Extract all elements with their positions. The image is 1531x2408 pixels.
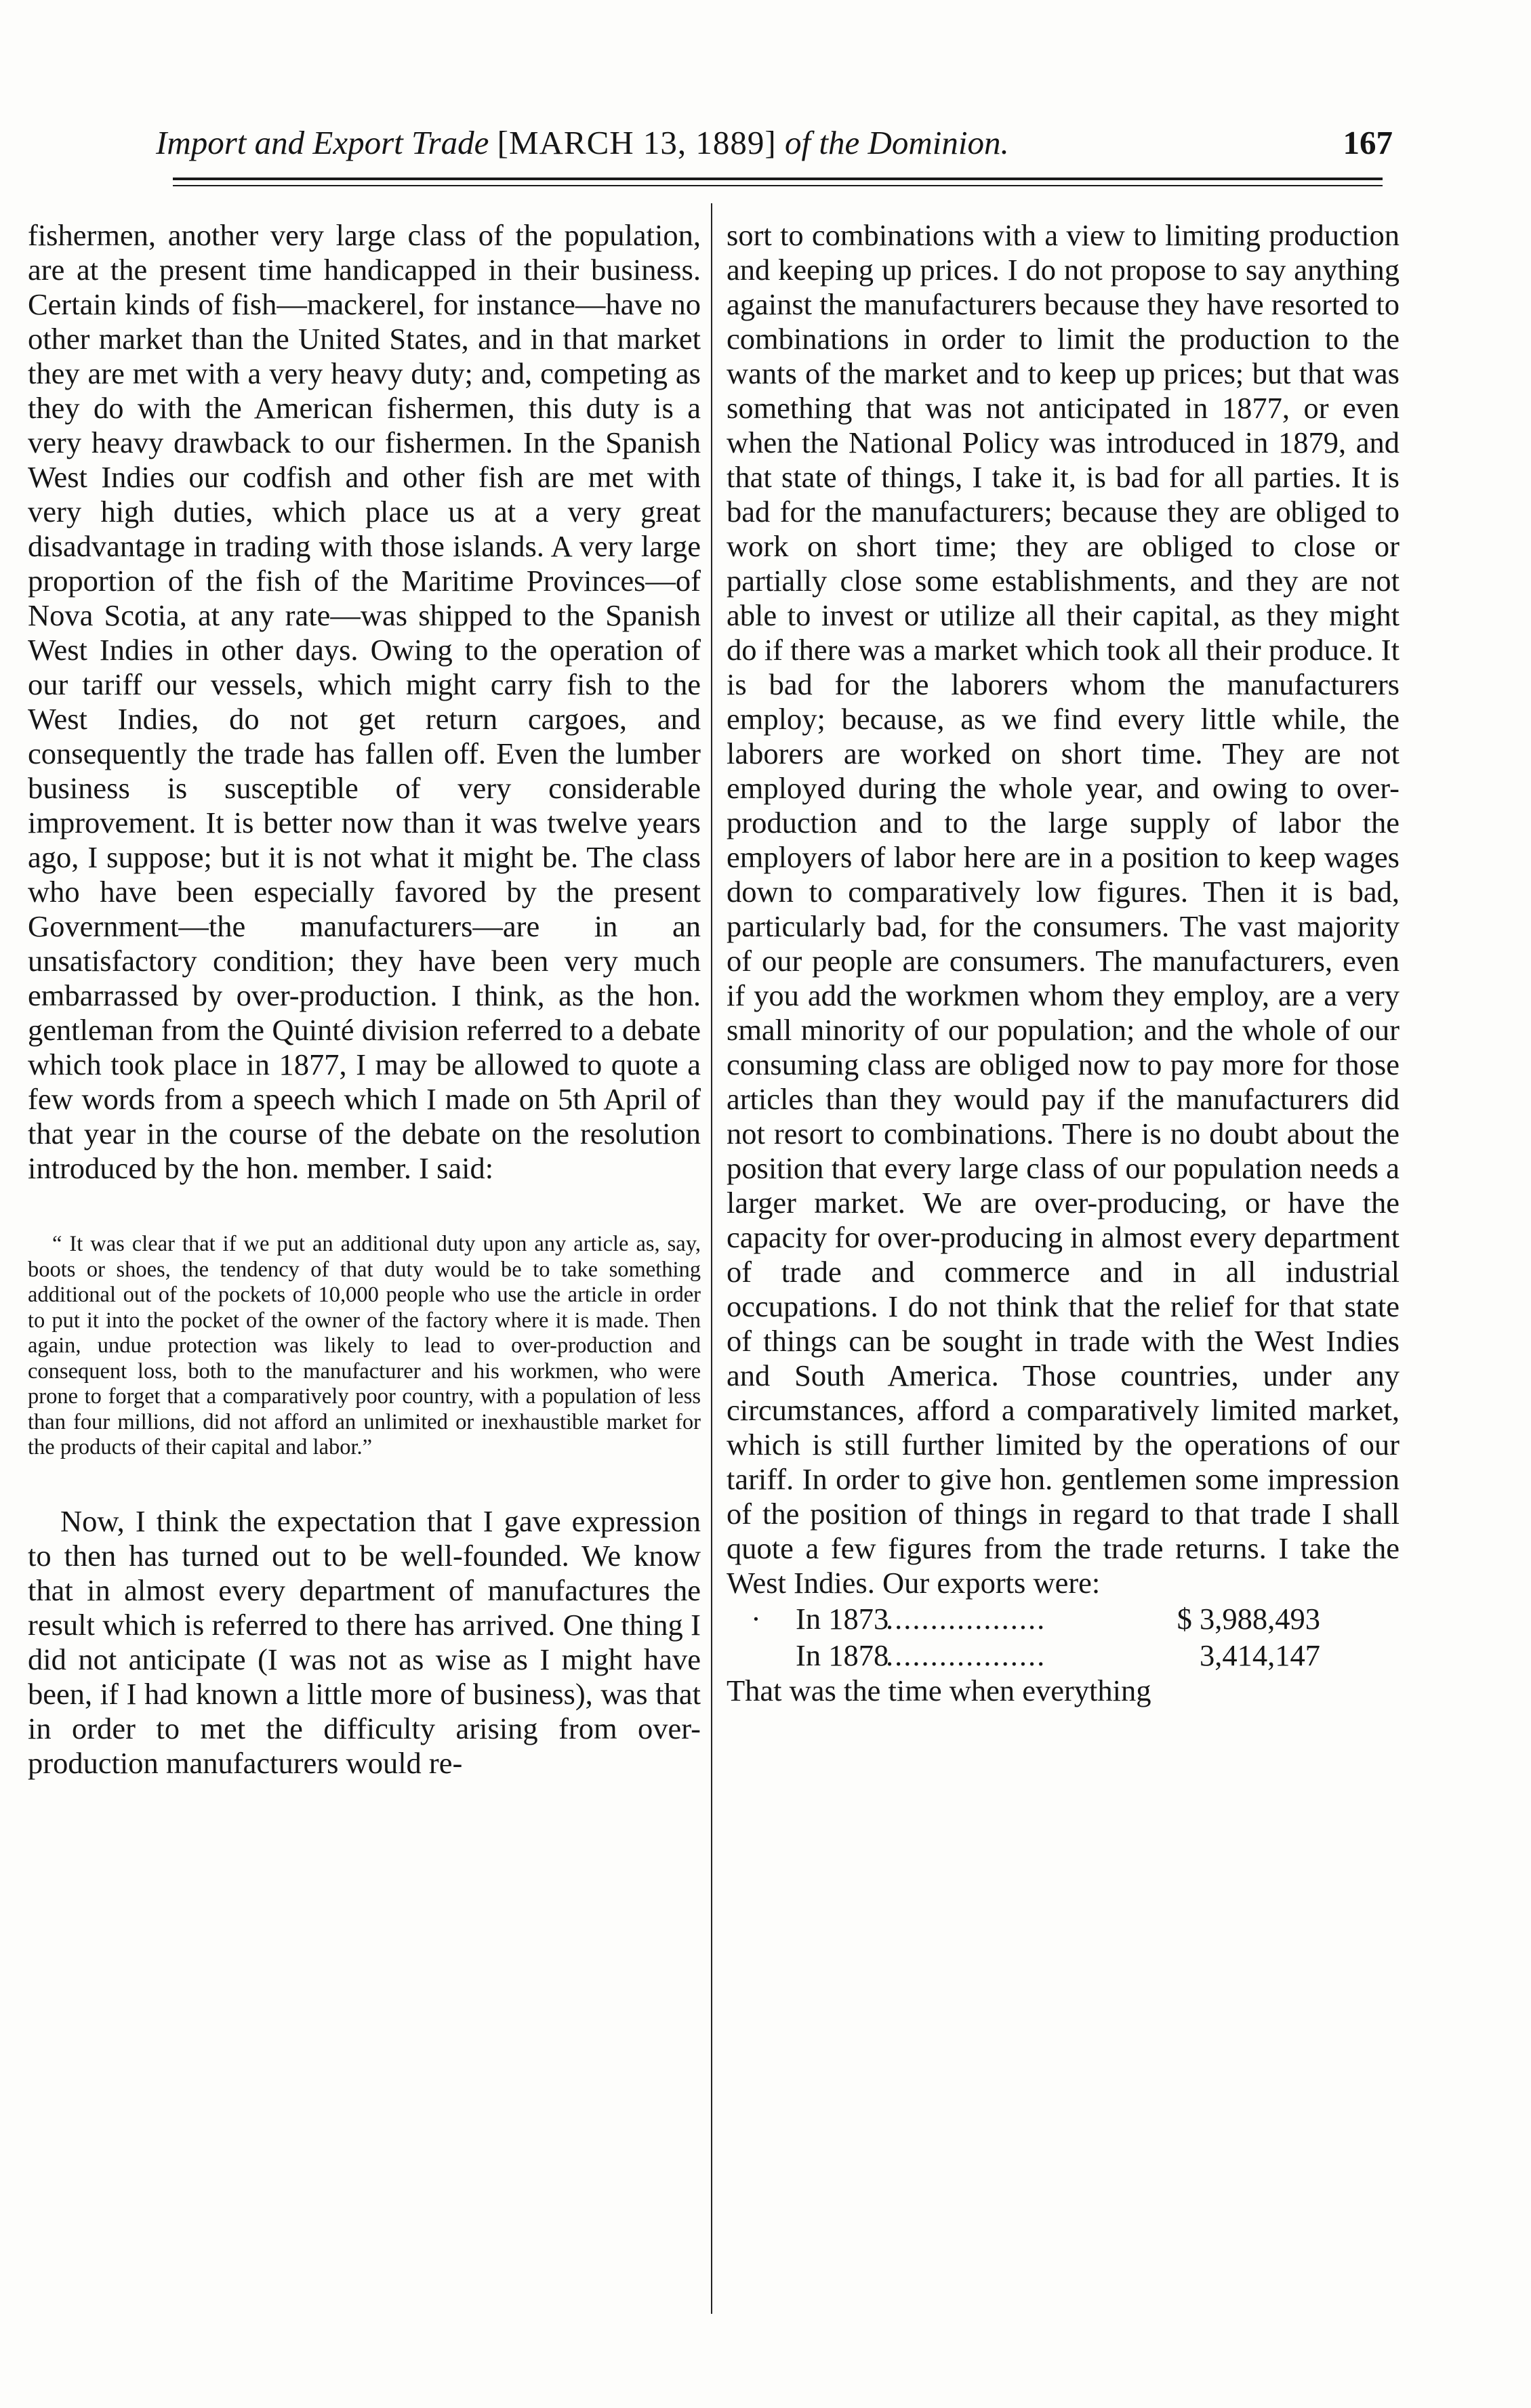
stray-mark: ·: [751, 1602, 761, 1636]
header-rule-thick: [173, 178, 1383, 180]
right-column: [727, 218, 1400, 1708]
block-quote: [28, 1232, 701, 1461]
right-paragraph-1: sort to combinations with a view to limiting production and keeping up prices. I do not propose to say anything against the manufacturers because they have resorted to combinations in order to limit the production to the wants of the market and to keep up prices; but that was something that was not anticipated in 1877, or even when the National Policy was introduced in 1879, and that state of things, I take it, is bad for all parties. It is bad for the manufacturers; because they are obliged to work on short time; they are obliged to close or partially close some establishments, and they are not able to invest or utilize all their capital, as they might do if there was a market which took all their produce. It is bad for the laborers whom the manufacturers employ; because, as we find every little while, the laborers are worked on short time. They are not employed during the whole year, and owing to over-production and to the large supply of labor the employers of labor here are in a position to keep wages down to comparatively low figures. Then it is bad, particularly bad, for the consumers. The vast majority of our people are consumers. The manufacturers, even if you add the workmen whom they employ, are a very small minority of our population; and the whole of our consuming class are obliged now to pay more for those articles than they would pay if the manufacturers did not resort to combinations. There is no doubt about the position that every large class of our population needs a larger market. We are over-producing, or have the capacity for over-producing in almost every department of trade and commerce and in all industrial occupations. I do not think that the relief for that state of things can be sought in trade with the West Indies and South America. Those countries, under any circumstances, afford a comparatively limited market, which is still further limited by the operations of our tariff. In order to give hon. gentlemen some impression of the position of things in regard to that trade I shall quote a few figures from the trade returns. I take the West Indies. Our exports were:: [727, 218, 1400, 1600]
left-paragraph-1: fishermen, another very large class of the population, are at the present time handicapped in their business. Certain kinds of fish—mackerel, for instance—have no other market than the United States, and in that market they are met with a very heavy duty; and, competing as they do with the American fishermen, this duty is a very heavy drawback to our fishermen. In the Spanish West Indies our codfish and other fish are met with very high duties, which place us at a very great disadvantage in trading with those islands. A very large proportion of the fish of the Maritime Provinces—of Nova Scotia, at any rate—was shipped to the Spanish West Indies in other days. Owing to the operation of our tariff our vessels, which might carry fish to the West Indies, do not get return cargoes, and consequently the trade has fallen off. Even the lumber business is susceptible of very considerable improvement. It is better now than it was twelve years ago, I suppose; but it is not what it might be. The class who have been especially favored by the present Government—the manufacturers—are in an unsatisfactory condition; they have been very much embarrassed by over-production. I think, as the hon. gentleman from the Quinté division referred to a debate which took place in 1877, I may be allowed to quote a few words from a speech which I made on 5th April of that year in the course of the debate on the resolution introduced by the hon. member. I said:: [28, 218, 701, 1185]
right-paragraph-tail: That was the time when everything: [727, 1674, 1151, 1707]
export-row-1878: [727, 1637, 1400, 1674]
column-divider: [711, 203, 712, 2314]
title-post: of the Dominion.: [784, 124, 1009, 161]
export-year: In 1873: [796, 1602, 889, 1636]
header-rule-thin: [173, 185, 1383, 186]
export-row-1873: [727, 1600, 1400, 1637]
export-value: $ 3,988,493: [1177, 1602, 1320, 1636]
export-value: 3,414,147: [1200, 1638, 1320, 1672]
leader-dots: ..................: [886, 1602, 1046, 1636]
export-year: In 1878: [796, 1638, 889, 1672]
leader-dots: ..................: [886, 1638, 1046, 1672]
title-pre: Import and Export Trade: [156, 124, 489, 161]
left-paragraph-2: Now, I think the expectation that I gave expression to then has turned out to be well-founded. We know that in almost every department of manufactures the result which is referred to there has arrived. One thing I did not anticipate (I was not as wise as I might have been, if I had known a little more of business), was that in order to met the difficulty arising from over-production manufacturers would re-: [28, 1503, 701, 1780]
running-header: [156, 119, 1393, 167]
page-number: 167: [1343, 124, 1393, 161]
left-column: [28, 218, 701, 1781]
running-title: [156, 119, 1009, 167]
header-date: [MARCH 13, 1889]: [497, 124, 777, 161]
quote-text: “ It was clear that if we put an additional duty upon any article as, say, boots or shoes, the tendency of that duty would be to take something additional out of the pockets of 10,000 people who use the article in order to put it into the pocket of the owner of the factory where it is made. Then again, undue protection was likely to lead to over-production and consequent loss, both to the manufacturer and his workmen, who were prone to forget that a comparatively poor country, with a population of less than four millions, did not afford an unlimited or inexhaustible market for the products of their capital and labor.”: [28, 1232, 701, 1459]
